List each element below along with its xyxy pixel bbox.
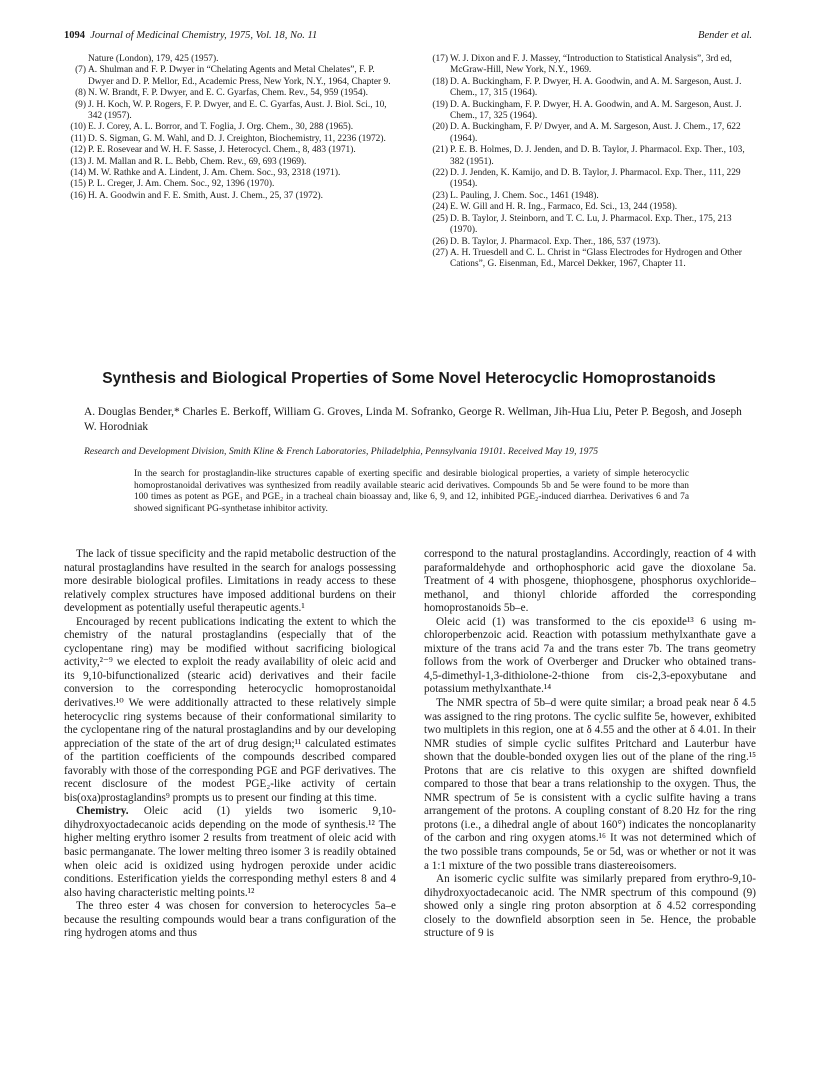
journal-citation: Journal of Medicinal Chemistry, 1975, Vol. 18, No. 11 bbox=[90, 30, 318, 41]
article-title: Synthesis and Biological Properties of Some Novel Heterocyclic Homoprostanoids bbox=[102, 370, 716, 387]
reference-number: (10) bbox=[70, 122, 86, 133]
reference-entry bbox=[426, 202, 754, 213]
reference-number: (8) bbox=[75, 88, 86, 99]
reference-entry bbox=[64, 134, 394, 145]
reference-number: (7) bbox=[75, 65, 86, 76]
reference-text: M. W. Rathke and A. Lindent, J. Am. Chem. Soc., 93, 2318 (1971). bbox=[88, 168, 341, 179]
paragraph-text: Oleic acid (1) was transformed to the cis epoxide¹³ 6 using m-chloroperbenzoic acid. Reaction with potassium methylxanthate gave a mixture of the trans acid 7a and the trans ester 7b. The trans geometry follows from the work of Overberger and Drucker who obtained trans-4,5-dimethyl-1,3-dithiolone-2-thione from cis-2,3-epoxybutane and potassium methylxanthate.¹⁴ bbox=[424, 615, 756, 696]
reference-entry bbox=[426, 214, 754, 237]
reference-entry bbox=[64, 100, 394, 123]
article-abstract: In the search for prostaglandin-like structures capable of exerting specific and desirable biological properties, a variety of simple heterocyclic homoprostanoidal derivatives was synthesized from readily available stearic acid derivatives. Compounds 5b and 5e were found to be more than 100 times as potent as PGE₁ and PGE₂ in a tracheal chain bioassay and, like 6, 9, and 12, inhibited PGE₂-induced diarrhea. Derivatives 6 and 7a showed significant PG-synthetase inhibitor activity. bbox=[134, 469, 689, 514]
body-paragraph bbox=[64, 900, 396, 941]
reference-number: (9) bbox=[75, 99, 86, 110]
reference-text: D. A. Buckingham, F. P/ Dwyer, and A. M. Sargeson, Aust. J. Chem., 17, 622 (1964). bbox=[450, 122, 741, 144]
reference-number: (23) bbox=[432, 190, 448, 201]
reference-entry bbox=[426, 168, 754, 191]
reference-text: D. A. Buckingham, F. P. Dwyer, H. A. Goodwin, and A. M. Sargeson, Aust. J. Chem., 17, 315 (1964). bbox=[450, 76, 742, 99]
reference-text: P. L. Creger, J. Am. Chem. Soc., 92, 1396 (1970). bbox=[88, 179, 275, 190]
reference-text: D. J. Jenden, K. Kamijo, and D. B. Taylor, J. Pharmacol. Exp. Ther., 111, 229 (1954). bbox=[450, 168, 741, 190]
body-paragraph bbox=[424, 873, 756, 941]
page-header bbox=[64, 30, 752, 46]
section-heading: Chemistry. bbox=[76, 805, 129, 818]
reference-entry bbox=[64, 122, 394, 133]
reference-number: (17) bbox=[432, 54, 448, 64]
reference-entry bbox=[426, 77, 754, 100]
body-paragraph bbox=[64, 616, 396, 806]
body-left-column bbox=[64, 548, 396, 941]
body-right-column bbox=[424, 548, 756, 941]
reference-text: D. A. Buckingham, F. P. Dwyer, H. A. Goodwin, and A. M. Sargeson, Aust. J. Chem., 17, 325 (1964). bbox=[450, 99, 742, 122]
reference-text: J. H. Koch, W. P. Rogers, F. P. Dwyer, and E. C. Gyarfas, Aust. J. Biol. Sci., 10, 342 (1957). bbox=[88, 99, 387, 122]
reference-entry bbox=[64, 88, 394, 99]
page-number: 1094 bbox=[64, 30, 85, 41]
reference-entry bbox=[64, 65, 394, 88]
references-left-column bbox=[64, 54, 394, 202]
reference-entry bbox=[64, 179, 394, 190]
reference-number: (19) bbox=[432, 99, 448, 110]
paragraph-text: The lack of tissue specificity and the rapid metabolic destruction of the natural prostaglandins have resulted in the search for analogs possessing more desirable biological profiles. Limitations in ready access to these relatively complex structures have imposed additional burdens on their development as potentially useful therapeutic agents.¹ bbox=[64, 548, 396, 615]
reference-number: (11) bbox=[70, 133, 86, 144]
paragraph-text: The NMR spectra of 5b–d were quite similar; a broad peak near δ 4.5 was assigned to the ring protons. The cyclic sulfite 5e, however, exhibited two multiplets in this region, one at δ 4.55 and the other at δ 4.01. In their NMR studies of simple cyclic sulfites Pritchard and Lauterbur have shown that the double-bonded oxygen lies out of the plane of the ring.¹⁵ Protons that are cis relative to this oxygen are shifted downfield compared to those that bear a trans relationship to the oxygen. Thus, the NMR spectrum of 5e is consistent with a cyclic sulfite having a trans arrangement of the protons. A coupling constant of 8.20 Hz for the ring protons (i.e., a dihedral angle of about 160°) indicates the noncoplanarity of the carbon and ring oxygen atoms.¹⁶ It was not determined which of the two possible trans compounds, 5e or 5d, was or whether or not it was a 1:1 mixture of the two possible trans diastereoisomers. bbox=[424, 697, 756, 872]
reference-entry bbox=[64, 157, 394, 168]
reference-text: D. B. Taylor, J. Steinborn, and T. C. Lu, J. Pharmacol. Exp. Ther., 175, 213 (1970). bbox=[450, 213, 732, 236]
reference-text: N. W. Brandt, F. P. Dwyer, and E. C. Gyarfas, Chem. Rev., 54, 959 (1954). bbox=[88, 88, 369, 99]
reference-entry bbox=[64, 145, 394, 156]
reference-number: (13) bbox=[70, 156, 86, 167]
reference-number: (12) bbox=[70, 145, 86, 156]
reference-entry bbox=[426, 248, 754, 271]
reference-number: (21) bbox=[432, 145, 448, 156]
running-head: Bender et al. bbox=[698, 30, 752, 41]
reference-text: W. J. Dixon and F. J. Massey, “Introduction to Statistical Analysis”, 3rd ed, McGraw-Hill, New York, N.Y., 1969. bbox=[450, 54, 732, 76]
reference-entry bbox=[426, 191, 754, 202]
header-left bbox=[64, 30, 317, 41]
reference-text: E. W. Gill and H. R. Ing., Farmaco, Ed. Sci., 13, 244 (1958). bbox=[450, 202, 678, 213]
reference-text: E. J. Corey, A. L. Borror, and T. Foglia, J. Org. Chem., 30, 288 (1965). bbox=[88, 122, 354, 133]
reference-number: (26) bbox=[432, 236, 448, 247]
body-paragraph bbox=[64, 805, 396, 900]
reference-entry bbox=[426, 54, 754, 77]
body-paragraph bbox=[424, 548, 756, 616]
reference-text: L. Pauling, J. Chem. Soc., 1461 (1948). bbox=[450, 190, 599, 201]
reference-number: (24) bbox=[432, 202, 448, 213]
reference-entry bbox=[426, 237, 754, 248]
body-paragraph bbox=[424, 697, 756, 873]
paragraph-text: Encouraged by recent publications indicating the extent to which the chemistry of the natural prostaglandins (especially that of the cyclopentane ring) may be modified without sacrificing biological activity,²⁻⁹ we elected to exploit the ready availability of oleic acid and its 9,10-bifunctionalized (stearic acid) derivatives and their facile conversion to the corresponding heterocyclic homoprostanoidal derivatives.¹⁰ We were additionally attracted to these relatively simple heterocyclic ring systems because of their conformational similarity to the cyclopentane ring of the natural prostaglandins and by our developing appreciation of the state of the art of drug design;¹¹ calculated estimates of the partition coefficients of the compounds described compared favorably with those of the corresponding PGE and PGF derivatives. The recent disclosure of the modest PGE₂-like activity of certain bis(oxa)prostaglandins⁹ prompts us to present our finding at this time. bbox=[64, 615, 396, 804]
reference-number: (16) bbox=[70, 190, 86, 201]
reference-entry bbox=[426, 100, 754, 123]
reference-entry bbox=[64, 168, 394, 179]
references-right-column bbox=[426, 54, 754, 271]
reference-text: H. A. Goodwin and F. E. Smith, Aust. J. Chem., 25, 37 (1972). bbox=[88, 190, 323, 201]
body-paragraph bbox=[64, 548, 396, 616]
reference-text: P. E. Rosevear and W. H. F. Sasse, J. Heterocycl. Chem., 8, 483 (1971). bbox=[88, 145, 356, 156]
reference-number: (15) bbox=[70, 179, 86, 190]
paragraph-text: The threo ester 4 was chosen for conversion to heterocycles 5a–e because the resulting compounds would bear a trans configuration of the ring hydrogen atoms and thus bbox=[64, 900, 396, 940]
paragraph-text: An isomeric cyclic sulfite was similarly prepared from erythro-9,10-dihydroxyoctadecanoic acid. The NMR spectrum of this compound (9) showed only a single ring proton absorption at δ 4.52 corresponding closely to the downfield absorption seen in 5e. Hence, the probable structure of 9 is bbox=[424, 873, 756, 940]
reference-entry bbox=[426, 122, 754, 145]
reference-text: D. B. Taylor, J. Pharmacol. Exp. Ther., 186, 537 (1973). bbox=[450, 236, 661, 247]
reference-entry bbox=[426, 145, 754, 168]
body-paragraph bbox=[424, 616, 756, 697]
reference-number: (14) bbox=[70, 168, 86, 179]
reference-number: (20) bbox=[432, 122, 448, 133]
reference-number: (22) bbox=[432, 168, 448, 179]
reference-entry bbox=[64, 54, 394, 65]
article-affiliation: Research and Development Division, Smith Kline & French Laboratories, Philadelphia, Pennsylvania 19101. Received May 19, 1975 bbox=[84, 446, 599, 457]
reference-entry bbox=[64, 191, 394, 202]
reference-text: D. S. Sigman, G. M. Wahl, and D. J. Creighton, Biochemistry, 11, 2236 (1972). bbox=[88, 133, 386, 144]
article-authors: A. Douglas Bender,* Charles E. Berkoff, William G. Groves, Linda M. Sofranko, George R. Wellman, Jih-Hua Liu, Peter P. Begosh, and Joseph W. Horodniak bbox=[84, 406, 742, 433]
reference-text: A. H. Truesdell and C. L. Christ in “Glass Electrodes for Hydrogen and Other Cations”, G. Eisenman, Ed., Marcel Dekker, 1967, Chapter 11. bbox=[450, 247, 742, 270]
paragraph-text: Oleic acid (1) yields two isomeric 9,10-dihydroxyoctadecanoic acids depending on the mode of synthesis.¹² The higher melting erythro isomer 2 results from treatment of oleic acid with basic permanganate. The lower melting threo isomer 3 is readily obtained when oleic acid is oxidized using hydrogen peroxide under acidic conditions. Esterification yields the corresponding methyl esters 8 and 4 also having characteristic melting points.¹² bbox=[64, 805, 396, 899]
paragraph-text: correspond to the natural prostaglandins. Accordingly, reaction of 4 with paraformaldehyde and orthophosphoric acid gave the dioxolane 5a. Treatment of 4 with phosgene, thiophosgene, phosphorus oxychloride–methanol, and thionyl chloride afforded the corresponding homoprostanoids 5b–e. bbox=[424, 548, 756, 615]
reference-number: (25) bbox=[432, 213, 448, 224]
reference-text: P. E. B. Holmes, D. J. Jenden, and D. B. Taylor, J. Pharmacol. Exp. Ther., 103, 382 (1951). bbox=[450, 145, 745, 167]
reference-number: (27) bbox=[432, 247, 448, 258]
reference-text: J. M. Mallan and R. L. Bebb, Chem. Rev., 69, 693 (1969). bbox=[88, 156, 307, 167]
reference-text: A. Shulman and F. P. Dwyer in “Chelating Agents and Metal Chelates”, F. P. Dwyer and D. P. Mellor, Ed., Academic Press, New York, N.Y., 1964, Chapter 9. bbox=[88, 65, 391, 87]
reference-text: Nature (London), 179, 425 (1957). bbox=[88, 54, 219, 64]
reference-number: (18) bbox=[432, 76, 448, 87]
